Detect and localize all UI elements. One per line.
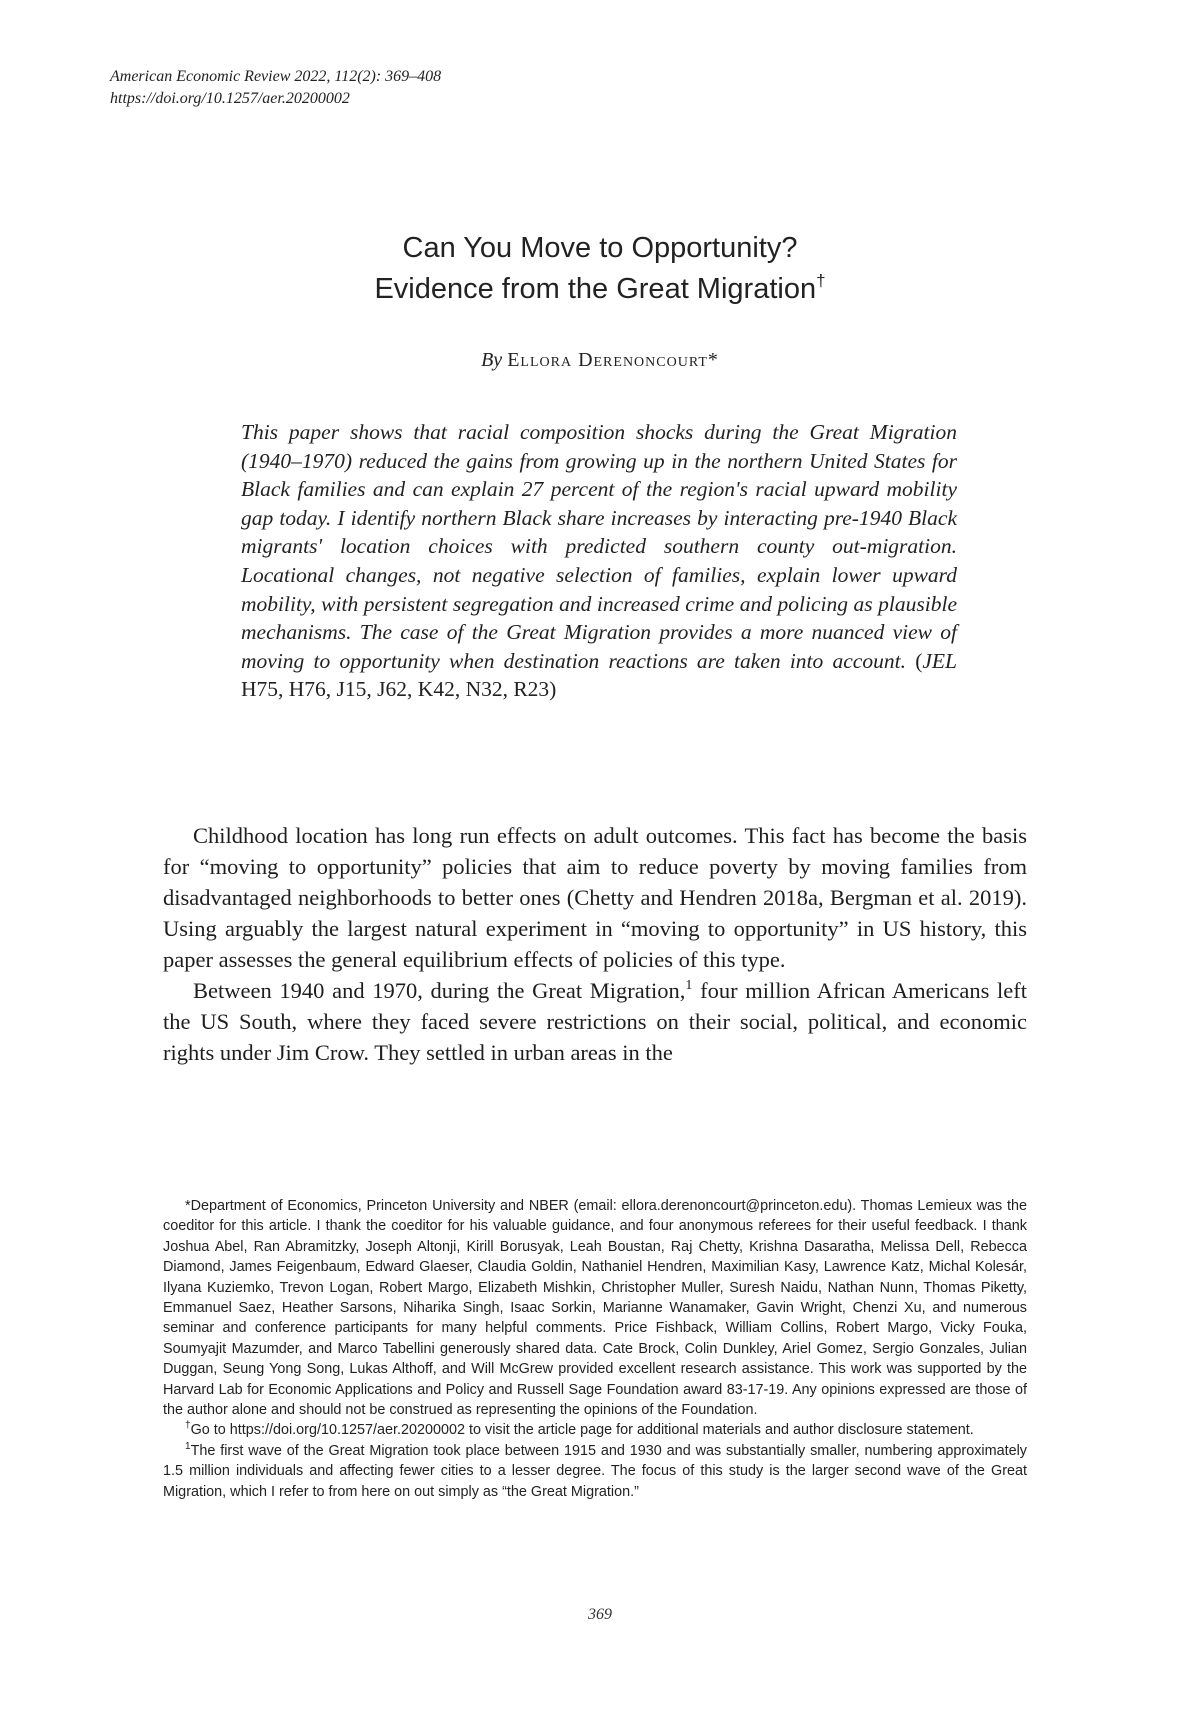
footnote-1-text: The first wave of the Great Migration took place between 1915 and 1930 and was substantially smaller, numbering approximately 1.5 million individuals and affecting fewer cities to a lesser degree. The focus of this study is the larger second wave of the Great Migration, which I refer to from here on out simply as “the Great Migration.” (163, 1442, 1027, 1500)
page-number: 369 (588, 1606, 612, 1623)
body-paragraph-1: Childhood location has long run effects on adult outcomes. This fact has become the basis for “moving to opportunity” policies that aim to reduce poverty by moving families from disadvantaged neighborhoods to better ones (Chetty and Hendren 2018a, Bergman et al. 2019). Using arguably the largest natural experiment in “moving to opportunity” in US history, this paper assesses the general equilibrium effects of policies of this type. (163, 823, 1027, 972)
jel-label: JEL (922, 648, 957, 673)
footnote-1 (163, 1441, 1027, 1502)
byline (0, 347, 1200, 373)
body-paragraph-2 (163, 975, 1027, 1068)
title-line-2-text: Evidence from the Great Migration (374, 273, 817, 305)
footnote-ref-1[interactable]: 1 (685, 978, 693, 993)
paper-title (0, 228, 1200, 310)
jel-codes: H75, H76, J15, J62, K42, N32, R23) (241, 677, 557, 702)
title-line-2 (0, 269, 1200, 310)
doi-link[interactable]: https://doi.org/10.1257/aer.20200002 (110, 90, 350, 107)
body-paragraph-2-rest: four million African Americans left the US South, where they faced severe restrictions on their social, political, and economic rights under Jim Crow. They settled in urban areas in the (163, 978, 1027, 1065)
byline-by: By (481, 349, 503, 371)
title-line-1: Can You Move to Opportunity? (402, 232, 798, 264)
title-dagger-marker[interactable]: † (816, 271, 826, 290)
journal-citation: American Economic Review 2022, 112(2): 369–408 (110, 68, 442, 85)
abstract (241, 418, 957, 704)
footnote-dagger (163, 1420, 1027, 1440)
journal-header (110, 66, 441, 110)
footnote-1-marker: 1 (185, 1440, 191, 1452)
body-paragraph-2-start: Between 1940 and 1970, during the Great Migration, (193, 978, 686, 1003)
footnote-author: *Department of Economics, Princeton University and NBER (email: ellora.derenoncourt@princeton.edu). Thomas Lemieux was the coeditor for this article. I thank the coeditor for his valuable guidance, and four anonymous referees for their useful feedback. I thank Joshua Abel, Ran Abramitzky, Joseph Altonji, Kirill Borusyak, Leah Boustan, Raj Chetty, Krishna Dasaratha, Melissa Dell, Rebecca Diamond, James Feigenbaum, Edward Glaeser, Claudia Goldin, Nathaniel Hendren, Maximilian Kasy, Lawrence Katz, Michal Kolesár, Ilyana Kuziemko, Trevon Logan, Robert Margo, Elizabeth Mishkin, Christopher Muller, Suresh Naidu, Nathan Nunn, Thomas Piketty, Emmanuel Saez, Heather Sarsons, Niharika Singh, Isaac Sorkin, Marianne Wanamaker, Gavin Wright, Chenzi Xu, and numerous seminar and conference participants for many helpful comments. Price Fishback, William Collins, Robert Margo, Vicky Fouka, Soumyajit Mazumder, and Marco Tabellini generously shared data. Cate Brock, Colin Dunkley, Ariel Gomez, Sergio Gonzales, Julian Duggan, Seung Yong Song, Lukas Althoff, and Will McGrew provided excellent research assistance. This work was supported by the Harvard Lab for Economic Applications and Policy and Russell Sage Foundation award 83-17-19. Any opinions expressed are those of the author alone and should not be construed as representing the opinions of the Foundation. (163, 1198, 1027, 1419)
author-name: Ellora Derenoncourt* (507, 349, 719, 371)
jel-open: ( (905, 648, 923, 673)
footnote-dagger-marker: † (185, 1420, 191, 1432)
footnote-dagger-text: Go to https://doi.org/10.1257/aer.20200002 to visit the article page for additional materials and author disclosure statement. (190, 1422, 974, 1439)
footnotes (163, 1196, 1027, 1502)
body-text (163, 820, 1027, 1068)
abstract-text: This paper shows that racial composition shocks during the Great Migration (1940–1970) reduced the gains from growing up in the northern United States for Black families and can explain 27 percent of the region's racial upward mobility gap today. I identify northern Black share increases by interacting pre-1940 Black migrants' location choices with predicted southern county out-migration. Locational changes, not negative selection of families, explain lower upward mobility, with persistent segregation and increased crime and policing as plausible mechanisms. The case of the Great Migration provides a more nuanced view of moving to opportunity when destination reactions are taken into account. (241, 420, 957, 673)
